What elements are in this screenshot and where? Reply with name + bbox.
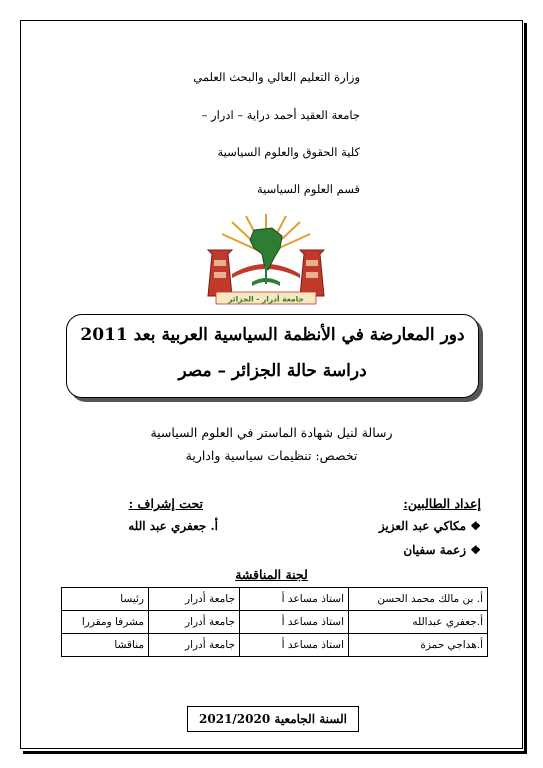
committee-table [61,587,488,657]
student-name: مكاكي عبد العزيز [378,519,467,533]
table-row [62,611,488,634]
member-university: جامعة أدرار [149,611,240,634]
member-role: مناقشا [62,634,149,657]
diamond-bullet-icon: ❖ [470,543,481,557]
member-university: جامعة أدرار [149,634,240,657]
diamond-bullet-icon: ❖ [470,519,481,533]
ministry-name: وزارة التعليم العالي والبحث العلمي [193,70,360,84]
students-label: إعداد الطالبين: [403,496,481,511]
member-role: رئيسا [62,588,149,611]
student-name: زعمة سفيان [403,543,467,557]
member-name: أ.جعفري عبدالله [349,611,488,634]
member-role: مشرفا ومقررا [62,611,149,634]
academic-year: السنة الجامعية 2021/2020 [187,706,359,732]
member-name: أ. بن مالك محمد الحسن [349,588,488,611]
member-rank: استاذ مساعد أ [240,634,349,657]
table-row [62,634,488,657]
thesis-title: دور المعارضة في الأنظمة السياسية العربية بعد 2011 [80,325,465,345]
thesis-purpose: رسالة لنيل شهادة الماستر في العلوم السياسية [150,425,393,440]
faculty-name: كلية الحقوق والعلوم السياسية [217,145,360,159]
department-name: قسم العلوم السياسية [256,182,360,196]
student-item [379,519,481,533]
thesis-subtitle: دراسة حالة الجزائر – مصر [178,361,367,381]
supervisor-name: أ. جعفري عبد الله [128,519,218,533]
university-name: جامعة العقيد أحمد دراية – ادرار – [201,108,360,122]
logo-caption: جامعة أدرار - الجزائر [228,294,304,304]
thesis-specialty: تخصص: تنظيمات سياسية وادارية [185,448,358,463]
student-item [403,543,481,557]
university-logo [202,214,330,306]
supervisor-label: تحت إشراف : [128,496,203,511]
member-rank: استاذ مساعد أ [240,611,349,634]
committee-label: لجنة المناقشة [235,567,308,582]
member-name: أ.هداجي حمزة [349,634,488,657]
thesis-title-box [66,314,479,398]
member-rank: استاذ مساعد أ [240,588,349,611]
member-university: جامعة أدرار [149,588,240,611]
table-row [62,588,488,611]
